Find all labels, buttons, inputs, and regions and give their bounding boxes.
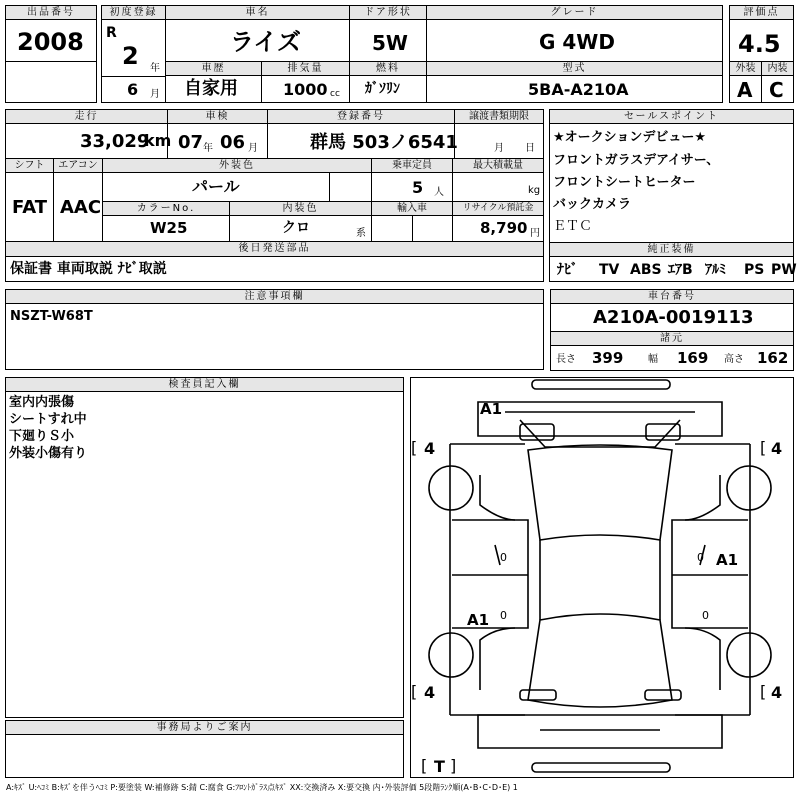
inspector-line-3: 下廻りＳ小	[9, 429, 75, 444]
door-label: ドア形状	[349, 5, 427, 20]
width: 169	[677, 349, 709, 367]
sales-point-4: バックカメラ	[553, 197, 632, 212]
score-label: 評価点	[729, 5, 794, 20]
int-color-unit: 系	[356, 228, 366, 239]
spare-open: [	[421, 756, 428, 775]
shift-label: シフト	[5, 158, 54, 173]
displacement-unit: cc	[330, 89, 340, 99]
displacement: 1000	[283, 80, 328, 99]
insp-month: 06	[220, 132, 246, 153]
load-unit: kg	[528, 185, 541, 196]
tire-rr: 4	[771, 683, 783, 702]
history: 自家用	[184, 78, 238, 99]
tire-fl-bracket: [	[411, 438, 418, 457]
int-color-label: 内装色	[229, 201, 372, 216]
recycle: 8,790	[480, 219, 528, 237]
load-label: 最大積載量	[452, 158, 544, 173]
length-label: 長さ	[556, 354, 576, 365]
sales-point-3: フロントシートヒーター	[553, 175, 696, 190]
mark-left: A1	[467, 611, 490, 629]
sales-point-2: フロントガラスデアイサー、	[553, 153, 720, 168]
dims-label: 諸元	[550, 331, 794, 346]
shift: FAT	[12, 197, 48, 218]
inspector-line-1: 室内内張傷	[9, 395, 75, 410]
door: 5W	[372, 31, 408, 55]
notes-label: 注意事項欄	[5, 289, 544, 304]
equip-abs: ABS	[630, 262, 662, 278]
reg-no: 群馬 503ノ6541	[310, 132, 458, 153]
ext-color-label: 外装色	[102, 158, 372, 173]
equip-airbag: ｴｱB	[668, 262, 693, 278]
width-label: 幅	[648, 354, 658, 365]
zero-mark-4: 0	[702, 609, 709, 622]
accessories-label: 後日発送部品	[5, 241, 544, 257]
import-label: 輸入車	[371, 201, 453, 216]
era-letter: R	[106, 25, 117, 41]
inspection-label: 車検	[167, 109, 268, 124]
int-color: クロ	[282, 220, 310, 236]
transfer-month: 月	[494, 143, 504, 154]
insp-month-unit: 月	[248, 143, 258, 154]
chassis-no: A210A-0019113	[593, 307, 754, 328]
capacity-label: 乗車定員	[371, 158, 453, 173]
year-unit: 年	[150, 63, 160, 74]
insp-year: 07	[178, 132, 204, 153]
mark-right: A1	[716, 551, 739, 569]
int-grade: C	[769, 78, 784, 102]
insp-year-unit: 年	[203, 143, 213, 154]
length: 399	[592, 349, 624, 367]
equipment-label: 純正装備	[549, 242, 794, 257]
int-label: 内装	[761, 61, 794, 76]
mileage-label: 走行	[5, 109, 168, 124]
mark-front: A1	[480, 400, 503, 418]
tire-rl: 4	[424, 683, 436, 702]
tire-fl: 4	[424, 439, 436, 458]
displacement-label: 排気量	[261, 61, 350, 76]
zero-mark-1: 0	[500, 551, 507, 564]
color-no: W25	[150, 219, 188, 237]
mileage: 33,029	[80, 131, 150, 152]
grade: G 4WD	[539, 30, 615, 54]
car-name: ライズ	[230, 28, 302, 56]
month-unit: 月	[150, 89, 160, 100]
sales-point-1: ★オークションデビュー★	[553, 130, 707, 145]
height-label: 高さ	[724, 354, 744, 365]
spare-close: ]	[450, 756, 457, 775]
transfer-day: 日	[525, 143, 535, 154]
fuel-label: 燃料	[349, 61, 427, 76]
fuel: ｶﾞｿﾘﾝ	[365, 81, 400, 97]
zero-mark-3: 0	[500, 609, 507, 622]
spare-tire: T	[434, 757, 445, 776]
legend: A:ｷｽﾞ U:ﾍｺﾐ B:ｷｽﾞを伴うﾍｺﾐ P:要塗装 W:補修跡 S:錆 C:腐食 G:ﾌﾛﾝﾄｶﾞﾗｽ点ｷｽﾞ XX:交換済み X:要交換 内･外装評価 5段階ﾗﾝｸ順(A･B･C･D･E) 1	[6, 783, 518, 792]
model-label: 型式	[426, 61, 723, 76]
height: 162	[757, 349, 789, 367]
office-label: 事務局よりご案内	[5, 720, 404, 735]
capacity-unit: 人	[434, 187, 444, 198]
car-name-label: 車名	[165, 5, 350, 20]
grade-label: グレード	[426, 5, 723, 20]
color-no-label: カラーNo.	[102, 201, 230, 216]
inspector-label: 検査員記入欄	[5, 377, 404, 392]
tire-fr: 4	[771, 439, 783, 458]
notes-text: NSZT-W68T	[10, 309, 93, 324]
ext-grade: A	[737, 78, 753, 102]
accessories: 保証書 車両取説 ﾅﾋﾞ取説	[10, 261, 167, 277]
transfer-label: 譲渡書類期限	[454, 109, 544, 124]
sales-point-5: ＥＴＣ	[553, 219, 593, 234]
inspector-line-2: シートすれ中	[9, 412, 87, 427]
lot-no-label: 出品番号	[5, 5, 97, 20]
equip-pw: PW	[771, 262, 797, 278]
zero-mark-2: 0	[697, 551, 704, 564]
lot-no: 2008	[17, 28, 84, 56]
chassis-label: 車台番号	[550, 289, 794, 304]
sales-points-label: セールスポイント	[549, 109, 794, 124]
score: 4.5	[738, 30, 781, 58]
ext-label: 外装	[729, 61, 762, 76]
capacity: 5	[412, 178, 424, 197]
equip-navi: ﾅﾋﾞ	[557, 262, 578, 278]
equip-tv: TV	[599, 262, 620, 278]
history-label: 車歴	[165, 61, 262, 76]
recycle-unit: 円	[530, 228, 540, 239]
reg-no-label: 登録番号	[267, 109, 455, 124]
first-reg-year: 2	[122, 42, 139, 70]
first-reg-label: 初度登録	[101, 5, 166, 20]
first-reg-month: 6	[127, 80, 139, 99]
ext-color: パール	[192, 177, 240, 196]
tire-rr-bracket: [	[760, 682, 767, 701]
tire-fr-bracket: [	[760, 438, 767, 457]
ac-label: エアコン	[53, 158, 103, 173]
recycle-label: リサイクル預託金	[452, 201, 544, 216]
tire-rl-bracket: [	[411, 682, 418, 701]
mileage-unit: km	[144, 131, 172, 150]
inspector-line-4: 外装小傷有り	[9, 446, 88, 461]
equip-alloy: ｱﾙﾐ	[705, 262, 726, 278]
ac: AAC	[60, 197, 102, 218]
equip-ps: PS	[744, 262, 765, 278]
model: 5BA-A210A	[528, 80, 629, 99]
